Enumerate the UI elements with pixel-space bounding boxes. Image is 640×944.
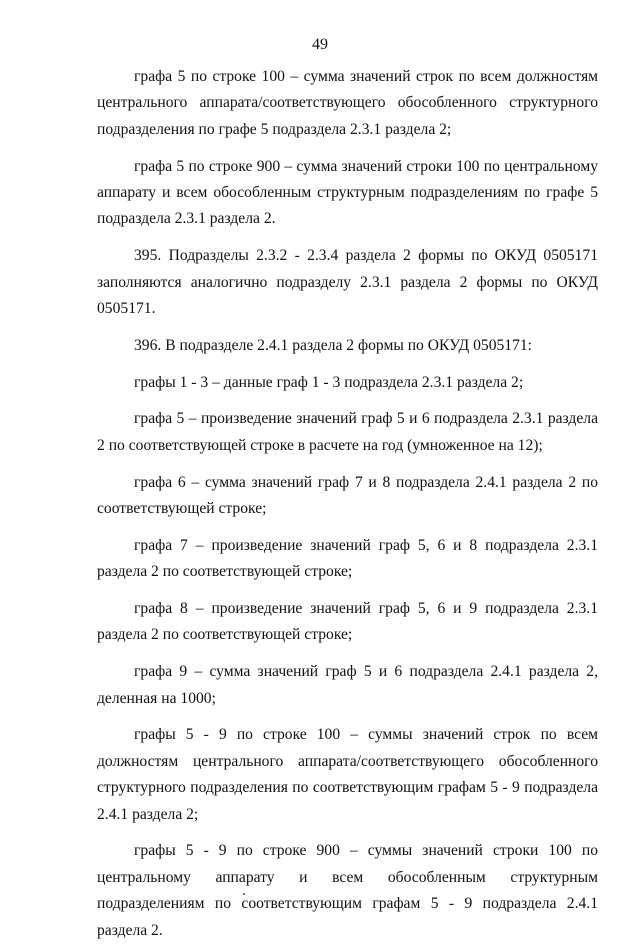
- paragraph-grafa-5-row-100: графа 5 по строке 100 – сумма значений строк по всем должностям центрального аппарата/соответствующего обособленного структурного подразделения по графе 5 подраздела 2.3.1 раздела 2;: [97, 68, 598, 138]
- paragraph-item-396: 396. В подразделе 2.4.1 раздела 2 формы по ОКУД 0505171:: [134, 336, 533, 354]
- paragraph-grafa-9: графа 9 – сумма значений граф 5 и 6 подраздела 2.4.1 раздела 2, деленная на 1000;: [97, 663, 598, 707]
- paragraph-grafa-5-row-900: графа 5 по строке 900 – сумма значений строки 100 по центральному аппарату и всем обособленным структурным подразделениям по графе 5 подраздела 2.3.1 раздела 2.: [97, 157, 598, 228]
- document-body: [97, 64, 598, 944]
- paragraph-grafy-5-9-row-100: графы 5 - 9 по строке 100 – суммы значений строк по всем должностям центрального аппарата/соответствующего обособленного структурного подразделения по соответствующим графам 5 - 9 подраздела 2.4.1 раздела 2;: [97, 726, 598, 823]
- paragraph-grafy-1-3: графы 1 - 3 – данные граф 1 - 3 подраздела 2.3.1 раздела 2;: [134, 373, 524, 391]
- paragraph-grafa-6: графа 6 – сумма значений граф 7 и 8 подраздела 2.4.1 раздела 2 по соответствующей строке;: [97, 473, 598, 518]
- paragraph-grafa-5: графа 5 – произведение значений граф 5 и 6 подраздела 2.3.1 раздела 2 по соответствующей строке в расчете на год (умноженное на 12);: [97, 410, 598, 454]
- paragraph-item-395: 395. Подразделы 2.3.2 - 2.3.4 раздела 2 формы по ОКУД 0505171 заполняются аналогично подразделу 2.3.1 раздела 2 формы по ОКУД 0505171.: [97, 247, 598, 318]
- paragraph-grafa-7: графа 7 – произведение значений граф 5, 6 и 8 подраздела 2.3.1 раздела 2 по соответствующей строке;: [97, 536, 598, 581]
- page-number: 49: [312, 36, 328, 53]
- scan-speck: [243, 893, 245, 895]
- paragraph-grafa-8: графа 8 – произведение значений граф 5, 6 и 9 подраздела 2.3.1 раздела 2 по соответствующей строке;: [97, 600, 598, 644]
- paragraph-grafy-5-9-row-900: графы 5 - 9 по строке 900 – суммы значений строки 100 по центральному аппарату и всем обособленным структурным подразделениям по соответствующим графам 5 - 9 подраздела 2.4.1 раздела 2.: [97, 842, 598, 939]
